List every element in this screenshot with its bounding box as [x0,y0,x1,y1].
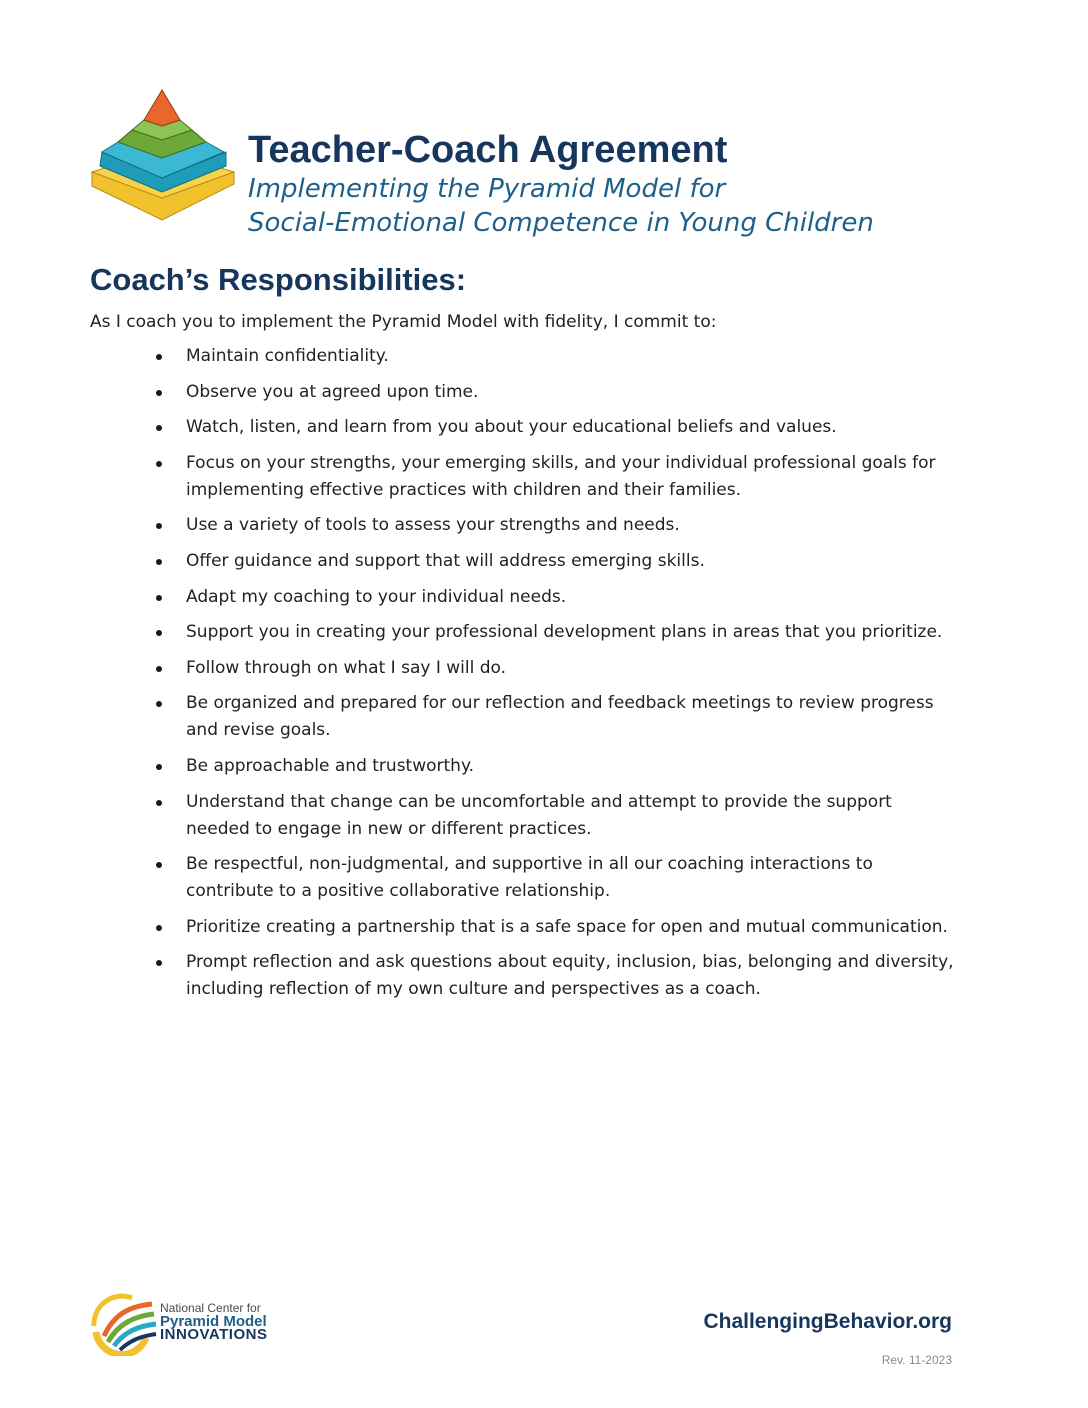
document-title: Teacher-Coach Agreement [248,129,728,171]
list-item: Support you in creating your professional development plans in areas that you prioritize. [150,619,960,646]
section-heading: Coach’s Responsibilities: [90,262,467,297]
list-item: Be approachable and trustworthy. [150,753,960,780]
list-item: Watch, listen, and learn from you about your educational beliefs and values. [150,414,960,441]
subtitle-line-2: Social-Emotional Competence in Young Children [248,208,874,238]
list-item: Be organized and prepared for our reflection and feedback meetings to review progress and revise goals. [150,690,960,744]
logo-line-1: National Center for [160,1301,261,1315]
list-item: Use a variety of tools to assess your strengths and needs. [150,512,960,539]
responsibilities-list [150,343,960,1012]
list-item: Observe you at agreed upon time. [150,379,960,406]
list-item: Follow through on what I say I will do. [150,655,960,682]
intro-text: As I coach you to implement the Pyramid Model with fidelity, I commit to: [90,312,717,332]
list-item: Be respectful, non-judgmental, and supportive in all our coaching interactions to contribute to a positive collaborative relationship. [150,851,960,905]
website-link[interactable]: ChallengingBehavior.org [703,1310,952,1333]
list-item: Prompt reflection and ask questions about equity, inclusion, bias, belonging and diversity, including reflection of my own culture and perspectives as a coach. [150,949,960,1003]
list-item: Maintain confidentiality. [150,343,960,370]
list-item: Understand that change can be uncomfortable and attempt to provide the support needed to engage in new or different practices. [150,789,960,843]
logo-line-2: Pyramid Model [160,1313,267,1330]
list-item: Focus on your strengths, your emerging skills, and your individual professional goals for implementing effective practices with children and their families. [150,450,960,504]
list-item: Offer guidance and support that will address emerging skills. [150,548,960,575]
pyramid-model-icon [88,88,238,228]
title-block [248,128,874,240]
subtitle-line-1: Implementing the Pyramid Model for [248,174,726,204]
logo-line-3: INNOVATIONS [160,1326,268,1343]
list-item: Prioritize creating a partnership that is a safe space for open and mutual communication. [150,914,960,941]
revision-label: Rev. 11-2023 [881,1353,952,1367]
list-item: Adapt my coaching to your individual needs. [150,584,960,611]
logo-text [160,1302,267,1341]
